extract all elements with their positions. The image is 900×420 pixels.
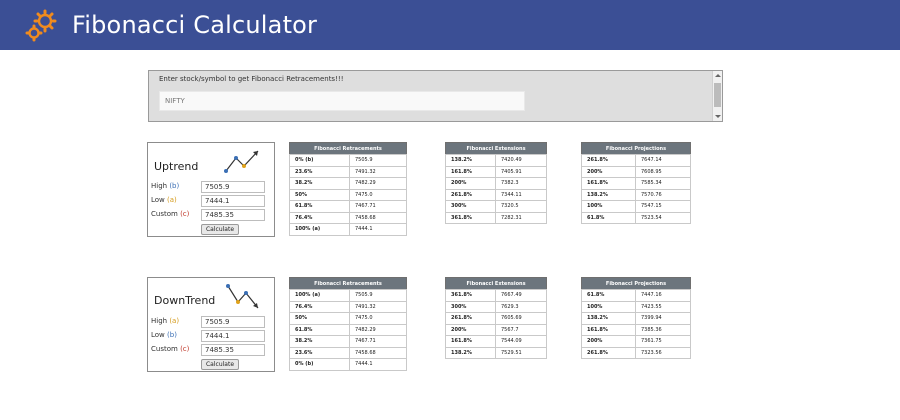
gears-icon [24,9,60,43]
app-title: Fibonacci Calculator [72,11,318,39]
uptrend-low-row [151,195,273,207]
uptrend-custom-row [151,209,273,221]
table-row: 200% 7361.75 [582,336,691,348]
table-title: Fibonacci Extensions [446,278,547,290]
downtrend-projections-table [581,277,691,359]
uptrend-low-input[interactable] [201,195,265,207]
table-row: 200% 7608.95 [582,166,691,178]
downtrend-low-letter: (b) [167,331,177,339]
downtrend-retracements-table [289,277,407,371]
table-row: 200% 7567.7 [446,324,547,336]
table-row: 261.8% 7323.56 [582,347,691,359]
table-title: Fibonacci Projections [582,278,691,290]
table-row: 61.8% 7523.54 [582,212,691,224]
table-title: Fibonacci Retracements [290,143,407,155]
uptrend-high-row [151,181,273,193]
symbol-search-panel [148,70,723,122]
downtrend-custom-input[interactable] [201,344,265,356]
table-row: 161.8% 7385.36 [582,324,691,336]
table-row: 161.8% 7585.34 [582,178,691,190]
uptrend-high-letter: (b) [169,182,180,190]
table-row: 76.4% 7491.32 [290,301,407,313]
scroll-up-icon[interactable] [715,74,721,77]
uptrend-high-label: High [151,182,168,190]
downtrend-high-input[interactable] [201,316,265,328]
table-row: 138.2% 7420.49 [446,155,547,167]
table-row: 261.8% 7605.69 [446,313,547,325]
table-row: 138.2% 7529.51 [446,347,547,359]
table-row: 161.8% 7544.09 [446,336,547,348]
uptrend-high-input[interactable] [201,181,265,193]
table-title: Fibonacci Projections [582,143,691,155]
table-row: 0% (b) 7444.1 [290,359,407,371]
table-row: 300% 7629.3 [446,301,547,313]
downtrend-chart-icon [222,282,270,312]
uptrend-calculate-button[interactable]: Calculate [201,224,239,235]
downtrend-low-input[interactable] [201,330,265,342]
table-title: Fibonacci Extensions [446,143,547,155]
table-row: 361.8% 7282.31 [446,212,547,224]
table-row: 161.8% 7405.91 [446,166,547,178]
scrollbar[interactable] [712,71,722,121]
downtrend-title: DownTrend [154,294,216,307]
downtrend-custom-letter: (c) [180,345,190,353]
uptrend-extensions-table [445,142,547,224]
table-row: 50% 7475.0 [290,313,407,325]
uptrend-calculator [147,142,275,237]
table-row: 23.6% 7458.68 [290,347,407,359]
downtrend-custom-label: Custom [151,345,178,353]
table-row: 76.4% 7458.68 [290,212,407,224]
table-row: 200% 7382.3 [446,178,547,190]
downtrend-calculator [147,277,275,372]
uptrend-low-label: Low [151,196,165,204]
header-bar [0,0,900,50]
downtrend-extensions-table [445,277,547,359]
table-row: 138.2% 7399.94 [582,313,691,325]
downtrend-custom-row [151,344,273,356]
uptrend-custom-input[interactable] [201,209,265,221]
table-row: 100% (a) 7444.1 [290,224,407,236]
table-row: 300% 7320.5 [446,201,547,213]
uptrend-title: Uptrend [154,160,199,173]
table-row: 138.2% 7570.76 [582,189,691,201]
table-row: 50% 7475.0 [290,189,407,201]
uptrend-low-letter: (a) [167,196,177,204]
table-row: 61.8% 7467.71 [290,201,407,213]
uptrend-custom-letter: (c) [180,210,190,218]
downtrend-high-letter: (a) [169,317,180,325]
table-row: 38.2% 7482.29 [290,178,407,190]
downtrend-high-label: High [151,317,168,325]
uptrend-chart-icon [222,147,270,177]
table-row: 261.8% 7647.14 [582,155,691,167]
scroll-down-icon[interactable] [715,115,721,118]
table-title: Fibonacci Retracements [290,278,407,290]
downtrend-high-row [151,316,273,328]
table-row: 61.8% 7447.16 [582,290,691,302]
downtrend-low-label: Low [151,331,165,339]
table-row: 0% (b) 7505.9 [290,155,407,167]
table-row: 261.8% 7344.11 [446,189,547,201]
search-prompt: Enter stock/symbol to get Fibonacci Retracements!!! [159,75,344,83]
uptrend-projections-table [581,142,691,224]
scrollbar-thumb[interactable] [714,83,721,107]
table-row: 100% 7547.15 [582,201,691,213]
uptrend-custom-label: Custom [151,210,178,218]
table-row: 23.6% 7491.32 [290,166,407,178]
table-row: 61.8% 7482.29 [290,324,407,336]
downtrend-low-row [151,330,273,342]
downtrend-calculate-button[interactable]: Calculate [201,359,239,370]
table-row: 100% 7423.55 [582,301,691,313]
table-row: 100% (a) 7505.9 [290,290,407,302]
table-row: 361.8% 7667.49 [446,290,547,302]
uptrend-retracements-table [289,142,407,236]
table-row: 38.2% 7467.71 [290,336,407,348]
symbol-input[interactable] [159,91,525,111]
